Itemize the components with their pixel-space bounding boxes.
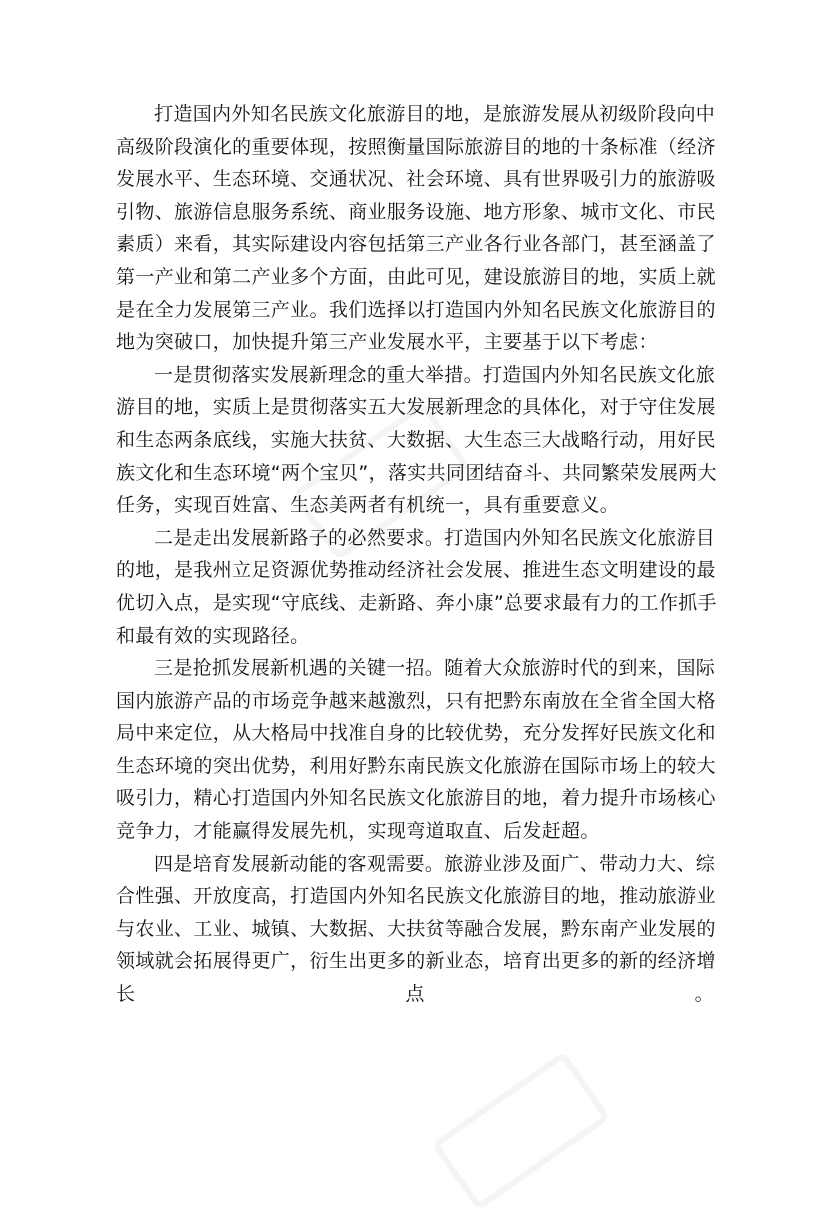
paragraph-line: 领域就会拓展得更广，衍生出更多的新业态，培育出更多的新的经济增 [116, 950, 716, 973]
paragraph-line: 合性强、开放度高，打造国内外知名民族文化旅游目的地，推动旅游业 [116, 885, 716, 908]
paragraph-line: 优切入点，是实现“守底线、走新路、奔小康”总要求最有力的工作抓手 [116, 591, 717, 614]
paragraph-line: 任务，实现百姓富、生态美两者有机统一，具有重要意义。 [116, 494, 620, 517]
paragraph-line: 发展水平、生态环境、交通状况、社会环境、具有世界吸引力的旅游吸 [116, 168, 716, 191]
paragraph-line: 地为突破口，加快提升第三产业发展水平，主要基于以下考虑： [116, 331, 658, 354]
paragraph-line: 局中来定位，从大格局中找准自身的比较优势，充分发挥好民族文化和 [116, 722, 716, 745]
paragraph-line: 高级阶段演化的重要体现，按照衡量国际旅游目的地的十条标准（经济 [116, 135, 716, 158]
paragraph-line: 是在全力发展第三产业。我们选择以打造国内外知名民族文化旅游目的 [116, 298, 716, 321]
body-text [116, 98, 718, 1011]
paragraph-line: 引物、旅游信息服务系统、商业服务设施、地方形象、城市文化、市民 [116, 200, 716, 223]
paragraph-line: 第一产业和第二产业多个方面，由此可见，建设旅游目的地，实质上就 [116, 265, 716, 288]
paragraph-line: 和生态两条底线，实施大扶贫、大数据、大生态三大战略行动，用好民 [116, 428, 716, 451]
paragraph-line: 素质）来看，其实际建设内容包括第三产业各行业各部门，甚至涵盖了 [116, 233, 716, 256]
paragraph-line: 四是培育发展新动能的客观需要。旅游业涉及面广、带动力大、综 [154, 852, 716, 875]
paragraph-line: 国内旅游产品的市场竞争越来越激烈，只有把黔东南放在全省全国大格 [116, 689, 716, 712]
last-line-char: 点 [405, 983, 425, 1006]
paragraph-line: 三是抢抓发展新机遇的关键一招。随着大众旅游时代的到来，国际 [154, 657, 716, 680]
paragraph-line: 一是贯彻落实发展新理念的重大举措。打造国内外知名民族文化旅 [154, 363, 716, 386]
last-line-char: 。 [694, 983, 714, 1006]
paragraph-last-line [116, 978, 718, 1011]
paragraph-line: 吸引力，精心打造国内外知名民族文化旅游目的地，着力提升市场核心 [116, 787, 716, 810]
paragraph-line: 打造国内外知名民族文化旅游目的地，是旅游发展从初级阶段向中 [154, 103, 716, 125]
paragraph-line: 二是走出发展新路子的必然要求。打造国内外知名民族文化旅游目 [154, 526, 716, 549]
paragraph-line: 生态环境的突出优势，利用好黔东南民族文化旅游在国际市场上的较大 [116, 754, 716, 777]
paragraph-line: 游目的地，实质上是贯彻落实五大发展新理念的具体化，对于守住发展 [116, 396, 716, 419]
paragraph-line: 的地，是我州立足资源优势推动经济社会发展、推进生态文明建设的最 [116, 559, 716, 582]
last-line-char: 长 [116, 983, 136, 1006]
paragraph-line: 竞争力，才能赢得发展先机，实现弯道取直、后发赶超。 [116, 820, 600, 843]
paragraph-line: 族文化和生态环境“两个宝贝”，落实共同团结奋斗、共同繁荣发展两大 [116, 461, 717, 484]
paragraph-line: 与农业、工业、城镇、大数据、大扶贫等融合发展，黔东南产业发展的 [116, 917, 716, 940]
watermark-logo [431, 1051, 611, 1211]
paragraph-line: 和最有效的实现路径。 [116, 624, 310, 647]
